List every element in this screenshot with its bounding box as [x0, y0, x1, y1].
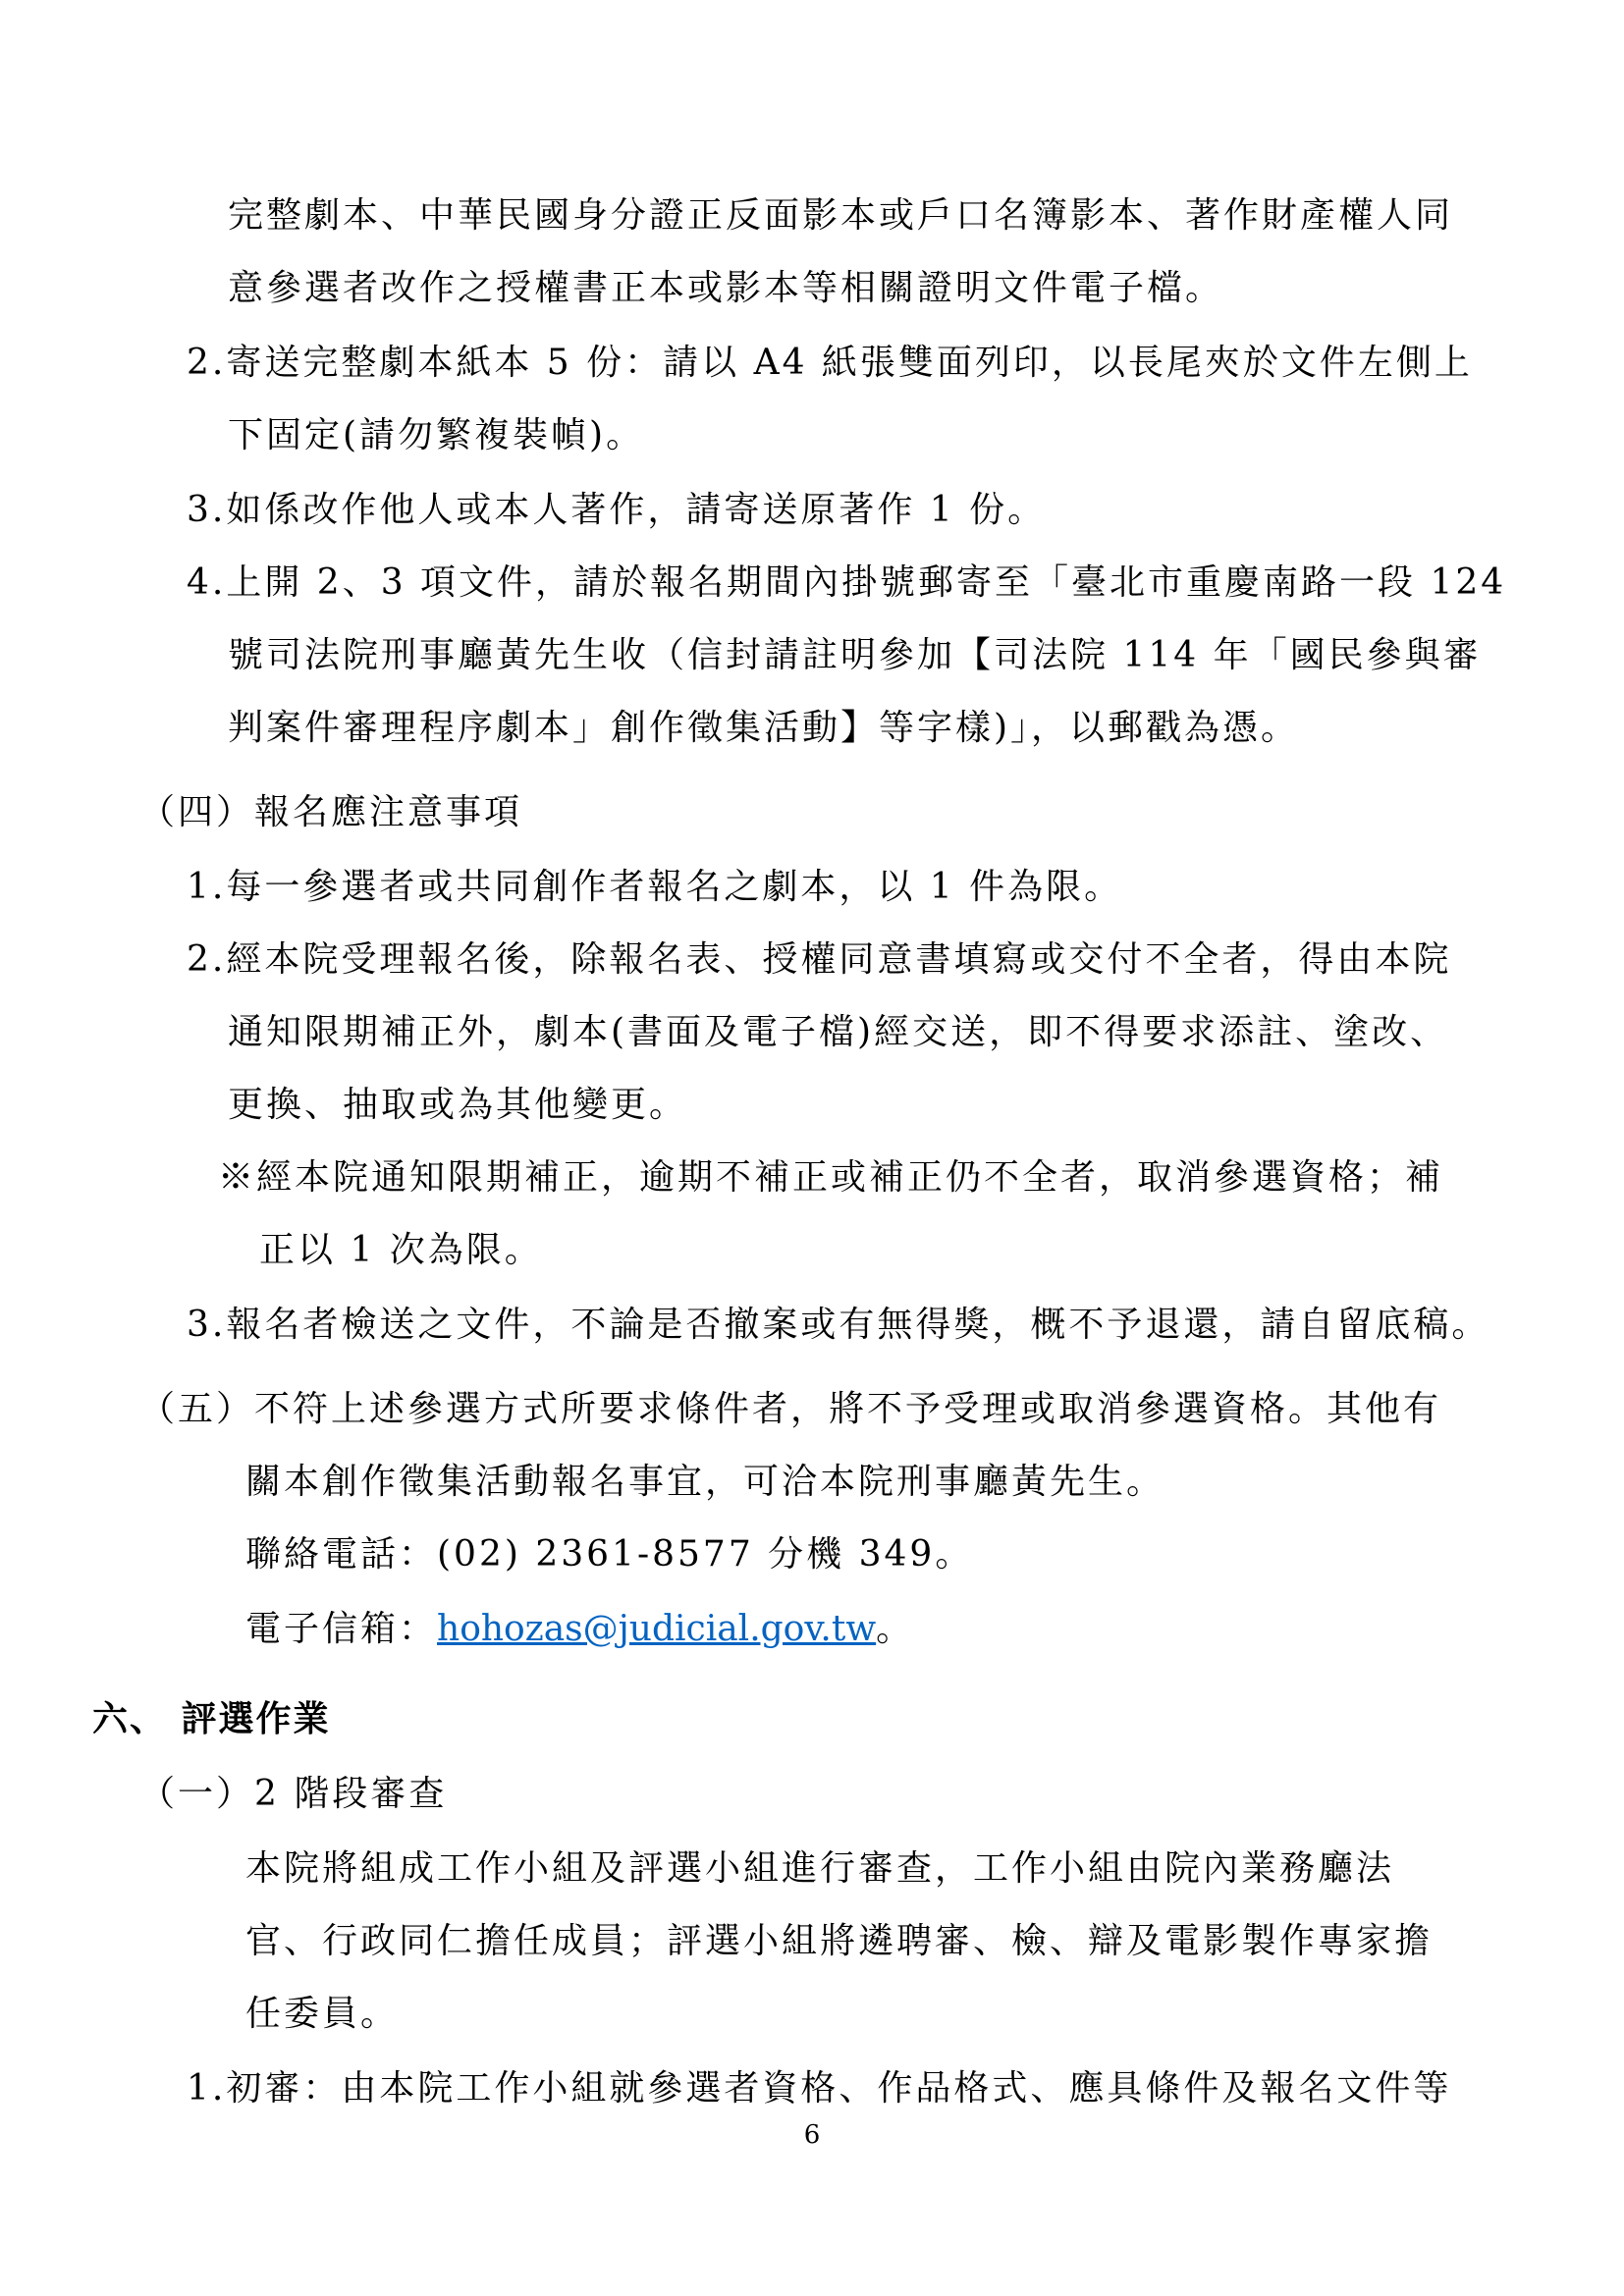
list-item: 1.每一參選者或共同創作者報名之劇本，以 1 件為限。 [187, 867, 1123, 907]
paragraph-line: 通知限期補正外，劇本(書面及電子檔)經交送，即不得要求添註、塗改、 [228, 1012, 1449, 1052]
section-heading: （四）報名應注意事項 [139, 792, 523, 832]
paragraph-line: 完整劇本、中華民國身分證正反面影本或戶口名簿影本、著作財產權人同 [228, 195, 1454, 236]
paragraph-line: 下固定(請勿繁複裝幀)。 [228, 415, 645, 455]
note-line: ※經本院通知限期補正，逾期不補正或補正仍不全者，取消參選資格；補 [218, 1157, 1444, 1198]
contact-phone: 聯絡電話：(02) 2361-8577 分機 349。 [245, 1534, 974, 1575]
paragraph-line: 任委員。 [245, 1994, 400, 2034]
paragraph-line: 更換、抽取或為其他變更。 [228, 1085, 688, 1125]
chapter-heading: 六、 評選作業 [92, 1699, 331, 1739]
paragraph-line: 官、行政同仁擔任成員；評選小組將遴聘審、檢、辯及電影製作專家擔 [245, 1921, 1434, 1961]
paragraph-line: 意參選者改作之授權書正本或影本等相關證明文件電子檔。 [228, 268, 1224, 308]
list-item: 2.寄送完整劇本紙本 5 份：請以 A4 紙張雙面列印，以長尾夾於文件左側上 [187, 343, 1473, 383]
contact-email-line [245, 1608, 914, 1651]
list-item: 3.如係改作他人或本人著作，請寄送原著作 1 份。 [187, 490, 1047, 530]
contact-email-label: 電子信箱： [245, 1609, 438, 1649]
section-paragraph: （五）不符上述參選方式所要求條件者，將不予受理或取消參選資格。其他有 [139, 1389, 1442, 1429]
list-item: 2.經本院受理報名後，除報名表、授權同意書填寫或交付不全者，得由本院 [187, 939, 1452, 980]
paragraph-line: 號司法院刑事廳黃先生收（信封請註明參加【司法院 114 年「國民參與審 [228, 635, 1482, 675]
section-heading: （一）2 階段審查 [139, 1774, 448, 1814]
list-item: 3.報名者檢送之文件，不論是否撤案或有無得獎，概不予退還，請自留底稿。 [187, 1305, 1490, 1345]
list-item: 4.上開 2、3 項文件，請於報名期間內掛號郵寄至「臺北市重慶南路一段 124 [187, 562, 1507, 603]
contact-email-suffix: 。 [876, 1609, 915, 1649]
page-number: 6 [803, 2120, 821, 2150]
list-item: 1.初審：由本院工作小組就參選者資格、作品格式、應具條件及報名文件等 [187, 2068, 1452, 2109]
email-link[interactable]: hohozas@judicial.gov.tw [437, 1609, 877, 1649]
paragraph-line: 判案件審理程序劇本」創作徵集活動】等字樣)」，以郵戳為憑。 [228, 708, 1300, 748]
paragraph-line: 關本創作徵集活動報名事宜，可洽本院刑事廳黃先生。 [245, 1462, 1165, 1502]
note-line: 正以 1 次為限。 [259, 1230, 543, 1270]
paragraph-line: 本院將組成工作小組及評選小組進行審查，工作小組由院內業務廳法 [245, 1848, 1395, 1889]
